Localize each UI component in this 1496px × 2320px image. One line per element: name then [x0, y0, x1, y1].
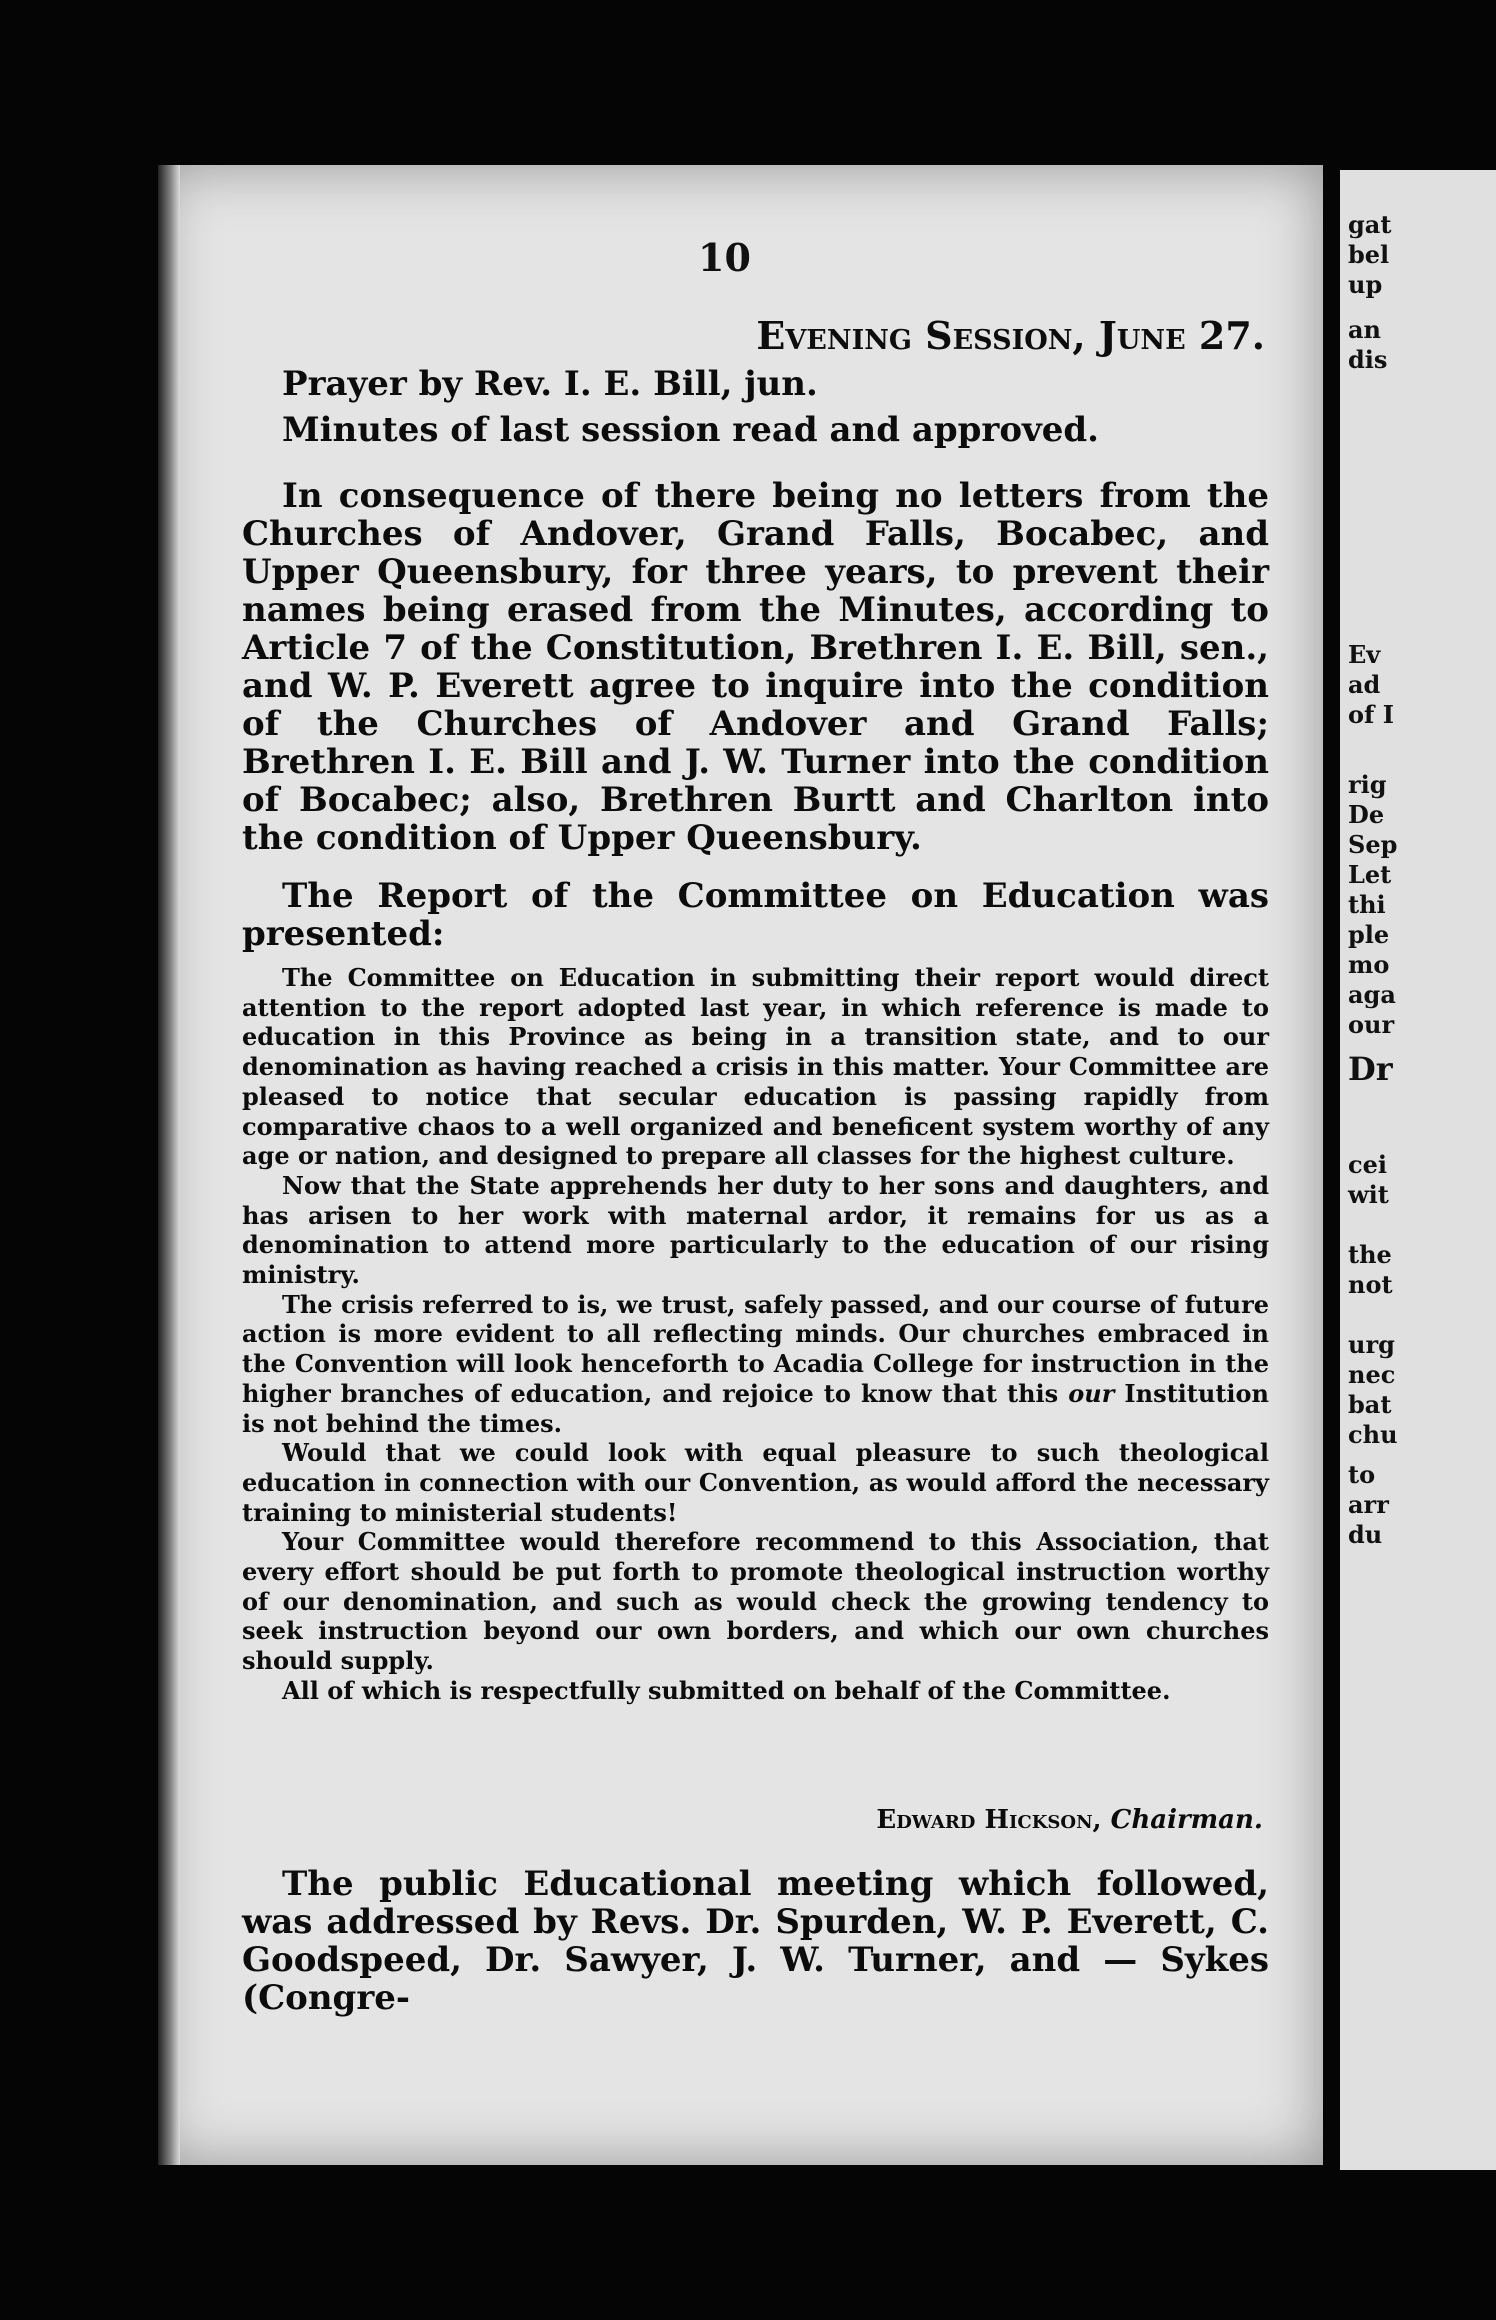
report-body [242, 963, 1269, 1706]
session-heading: Evening Session, June 27. [756, 313, 1265, 358]
facing-page-fragment: up [1348, 270, 1383, 299]
facing-page-fragment: cei [1348, 1150, 1387, 1179]
facing-page-fragment: De [1348, 800, 1385, 829]
facing-page-fragment: Let [1348, 860, 1392, 889]
facing-page-fragment: gat [1348, 210, 1392, 239]
facing-page-fragment: du [1348, 1520, 1383, 1549]
signature [876, 1805, 1263, 1835]
consequence-paragraph: In consequence of there being no letters from the Churches of Andover, Grand Falls, Bocabec, and Upper Queensbury, for three years, to prevent their names being erased from the Minutes, according to Article 7 of the Constitution, Brethren I. E. Bill, sen., and W. P. Everett agree to inquire into the condition of the Churches of Andover and Grand Falls; Brethren I. E. Bill and J. W. Turner into the condition of Bocabec; also, Brethren Burtt and Charlton into the condition of Upper Queensbury. [242, 476, 1269, 858]
facing-page-fragment: Dr [1348, 1050, 1393, 1088]
facing-page-fragment: the [1348, 1240, 1392, 1269]
facing-page-fragment: aga [1348, 980, 1396, 1009]
prayer-line: Prayer by Rev. I. E. Bill, jun. [282, 364, 818, 404]
signature-name: Edward Hickson, [876, 1805, 1102, 1835]
report-paragraph-1: The Committee on Education in submitting their report would direct attention to the report adopted last year, in which reference is made to education in this Province as being in a transition state, and to our denomination as having reached a crisis in this matter. Your Committee are pleased to notice that secular education is passing rapidly from comparative chaos to a well organized and beneficent system worthy of any age or nation, and designed to prepare all classes for the highest culture. [242, 963, 1269, 1171]
facing-page-fragment: Sep [1348, 830, 1398, 859]
facing-page-fragment: not [1348, 1270, 1393, 1299]
report-paragraph-5: Your Committee would therefore recommend to this Association, that every effort should be put forth to promote theological instruction worthy of our denomination, and such as would check the growing tendency to seek instruction beyond our own borders, and which our own churches should supply. [242, 1527, 1269, 1676]
facing-page-fragment: nec [1348, 1360, 1396, 1389]
facing-page-fragment: our [1348, 1010, 1395, 1039]
report-paragraph-3: The crisis referred to is, we trust, safely passed, and our course of future action is more evident to all reflecting minds. Our churches embraced in the Convention will look henceforth to Acadia College for instruction in the higher branches of education, and rejoice to know that this our Institution is not behind the times. [242, 1289, 1269, 1438]
facing-page-fragment: bel [1348, 240, 1390, 269]
facing-page-fragment: urg [1348, 1330, 1395, 1359]
facing-page-fragment: an [1348, 315, 1381, 344]
facing-page-fragment: ple [1348, 920, 1390, 949]
facing-page-fragment: to [1348, 1460, 1376, 1489]
facing-page-fragment: thi [1348, 890, 1386, 919]
page-number: 10 [698, 235, 751, 280]
public-meeting-paragraph: The public Educational meeting which followed, was addressed by Revs. Dr. Spurden, W. P. Everett, C. Goodspeed, Dr. Sawyer, J. W. Turner, and — Sykes (Congre- [242, 1864, 1269, 2018]
document-page [158, 165, 1323, 2165]
facing-page-fragment: arr [1348, 1490, 1389, 1519]
facing-page-fragment: ad [1348, 670, 1381, 699]
facing-page-fragment: mo [1348, 950, 1390, 979]
signature-role: Chairman. [1110, 1805, 1263, 1835]
minutes-line: Minutes of last session read and approved. [282, 410, 1099, 450]
report-intro-paragraph: The Report of the Committee on Education was presented: [242, 876, 1269, 954]
report-paragraph-2: Now that the State apprehends her duty to her sons and daughters, and has arisen to her work with maternal ardor, it remains for us as a denomination to attend more particularly to the education of our rising ministry. [242, 1170, 1269, 1290]
facing-page-fragment: Ev [1348, 640, 1381, 669]
facing-page-fragment: of I [1348, 700, 1394, 729]
facing-page-fragment: bat [1348, 1390, 1392, 1419]
report-paragraph-4: Would that we could look with equal pleasure to such theological education in connection with our Convention, as would afford the necessary training to ministerial students! [242, 1438, 1269, 1527]
facing-page-fragment: chu [1348, 1420, 1398, 1449]
facing-page-fragment: wit [1348, 1180, 1389, 1209]
facing-page [1340, 170, 1496, 2170]
facing-page-fragment: dis [1348, 345, 1388, 374]
facing-page-fragment: rig [1348, 770, 1387, 799]
report-paragraph-6: All of which is respectfully submitted on behalf of the Committee. [282, 1675, 1171, 1705]
